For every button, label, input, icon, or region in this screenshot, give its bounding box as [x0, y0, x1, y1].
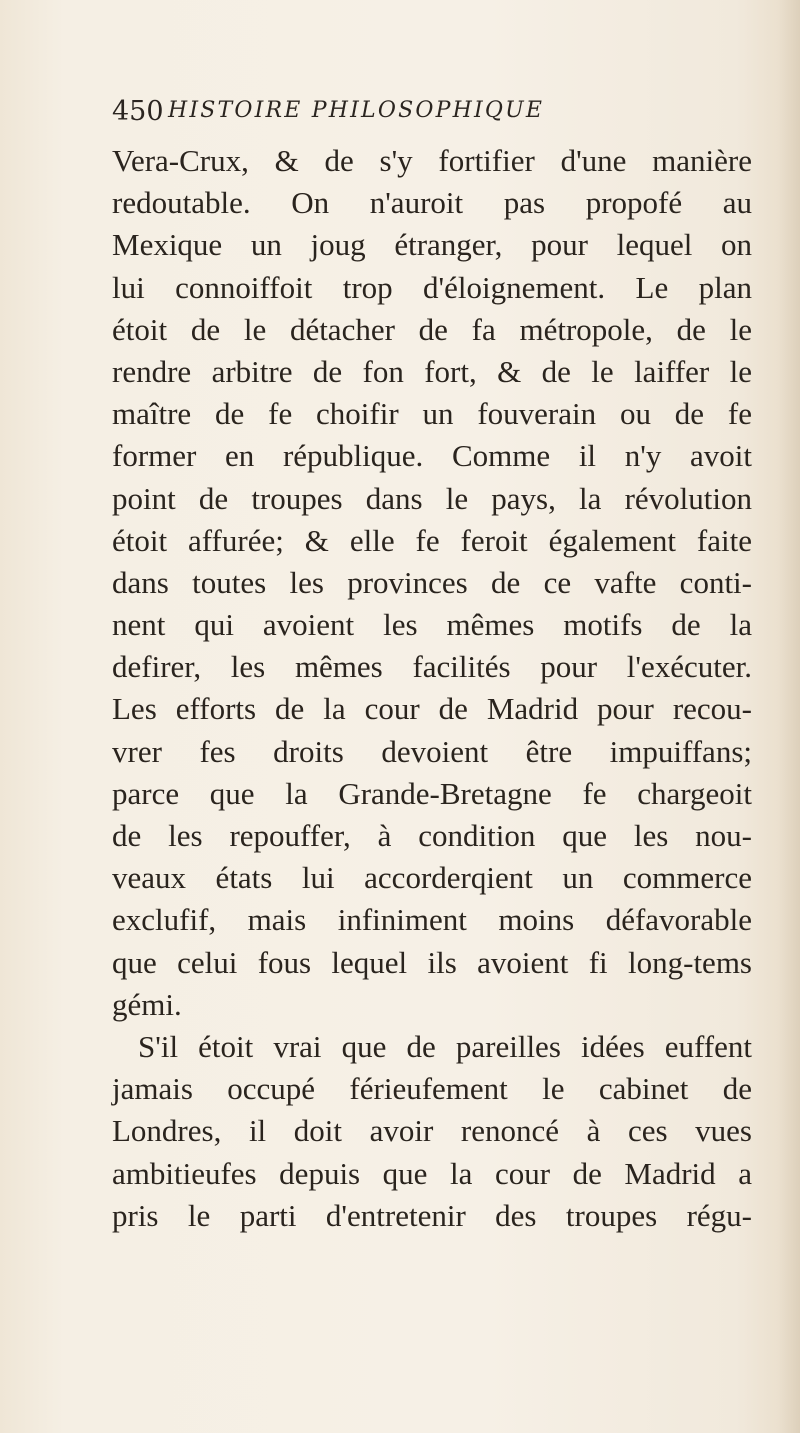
- text-line: dans toutes les provinces de ce vafte conti-: [112, 564, 752, 600]
- running-title: HISTOIRE PHILOSOPHIQUE: [168, 98, 545, 123]
- text-line: étoit de le détacher de fa métropole, de le: [112, 311, 752, 347]
- text-line-paragraph-end: gémi.: [112, 986, 182, 1022]
- text-line: exclufif, mais infiniment moins défavorable: [112, 902, 752, 938]
- text-line: Londres, il doit avoir renoncé à ces vues: [112, 1113, 752, 1149]
- text-line: redoutable. On n'auroit pas propofé au: [112, 185, 752, 221]
- text-line: Les efforts de la cour de Madrid pour recou-: [112, 691, 752, 727]
- text-line: point de troupes dans le pays, la révolution: [112, 480, 752, 516]
- text-line: nent qui avoient les mêmes motifs de la: [112, 607, 752, 643]
- text-line: étoit affurée; & elle fe feroit également faite: [112, 522, 752, 558]
- body-text: [112, 140, 752, 1237]
- text-line: veaux états lui accorderqient un commerce: [112, 860, 752, 896]
- text-line-paragraph-start: S'il étoit vrai que de pareilles idées euffent: [138, 1028, 752, 1064]
- text-line: jamais occupé férieufement le cabinet de: [112, 1071, 752, 1107]
- text-line: parce que la Grande-Bretagne fe chargeoit: [112, 775, 752, 811]
- text-line: defirer, les mêmes facilités pour l'exécuter.: [112, 649, 752, 685]
- text-line: de les repouffer, à condition que les nou-: [112, 818, 752, 853]
- text-line: ambitieufes depuis que la cour de Madrid a: [112, 1155, 752, 1191]
- text-line: maître de fe choifir un fouverain ou de fe: [112, 396, 752, 432]
- text-line: lui connoiffoit trop d'éloignement. Le plan: [112, 269, 752, 305]
- page-number: 450: [112, 96, 164, 127]
- text-line: que celui fous lequel ils avoient fi long-tems: [112, 944, 752, 980]
- text-line: former en république. Comme il n'y avoit: [112, 438, 752, 474]
- page-edge-shadow: [778, 0, 800, 1433]
- text-line: vrer fes droits devoient être impuiffans;: [112, 733, 752, 769]
- page-header: [112, 92, 752, 132]
- text-line: Vera-Crux, & de s'y fortifier d'une manière: [112, 143, 752, 178]
- text-line: Mexique un joug étranger, pour lequel on: [112, 227, 752, 263]
- text-line: rendre arbitre de fon fort, & de le laiffer le: [112, 353, 752, 389]
- text-line: pris le parti d'entretenir des troupes régu-: [112, 1197, 752, 1233]
